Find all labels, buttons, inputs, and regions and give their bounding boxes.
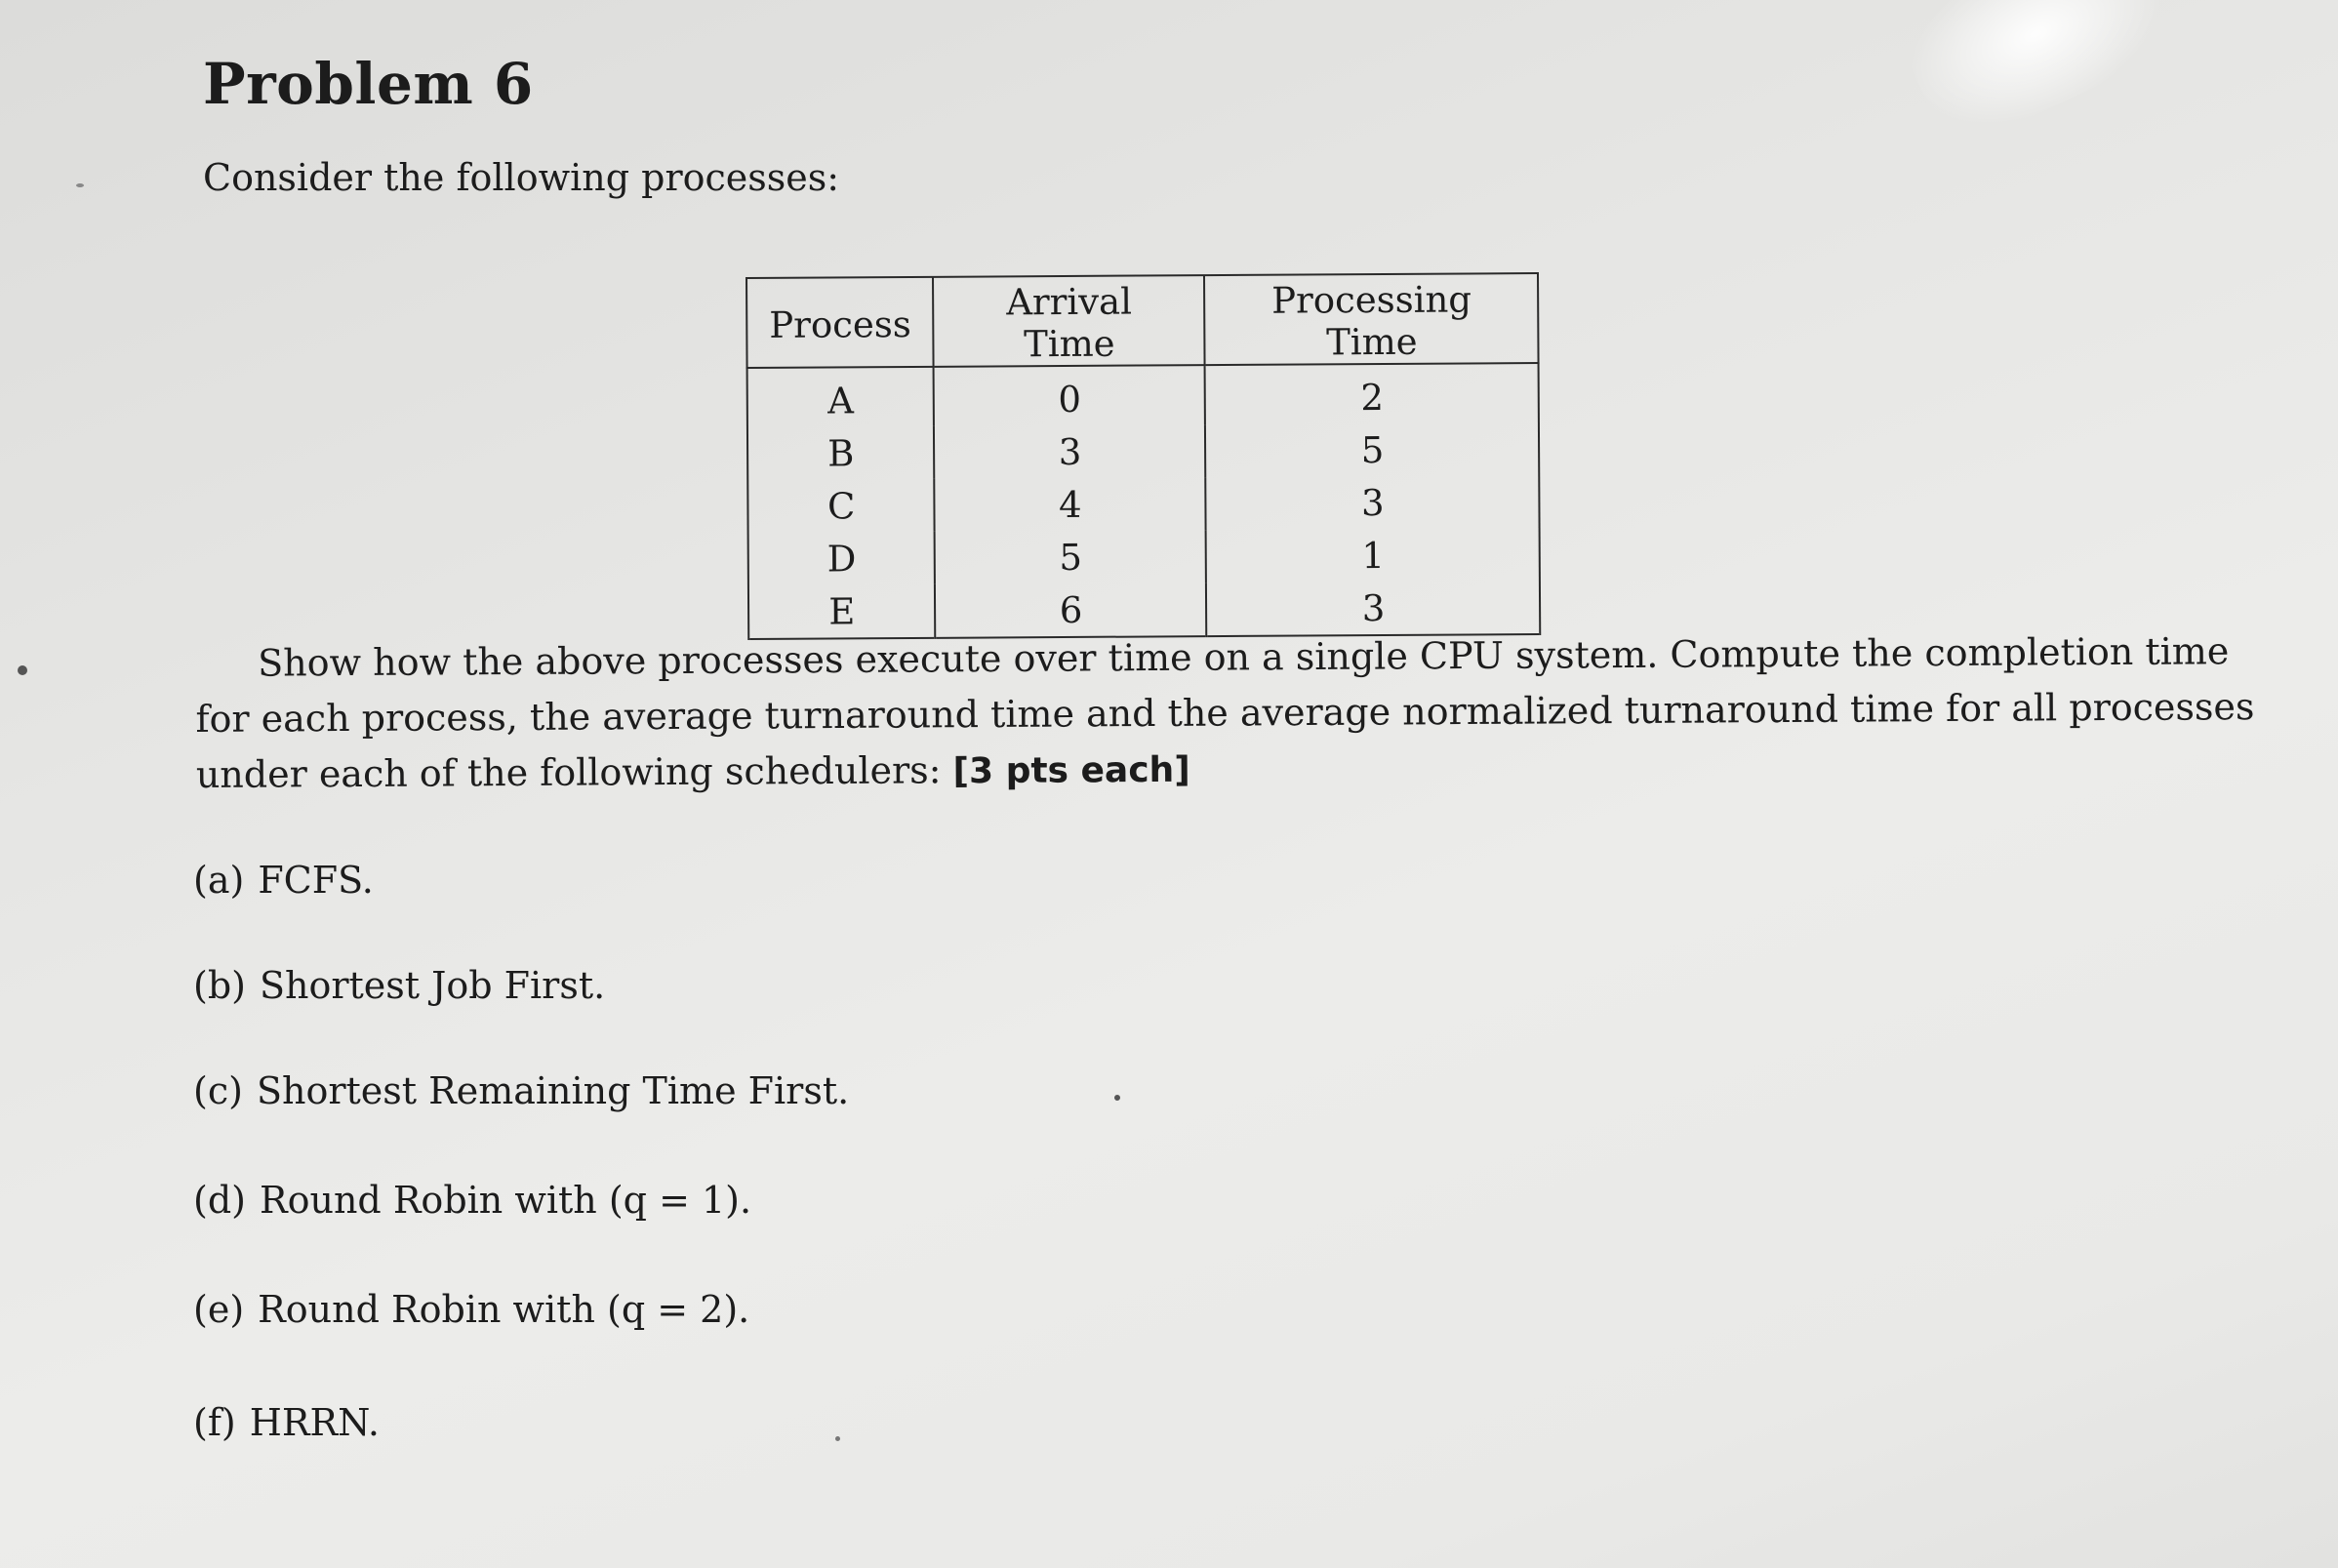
points-label: [3 pts each] [952, 749, 1190, 792]
table-row [747, 475, 1540, 533]
part-b [193, 964, 605, 1007]
part-text: HRRN. [249, 1401, 380, 1444]
cell-process: C [747, 479, 935, 533]
cell-arrival: 6 [935, 583, 1206, 638]
cell-processing: 2 [1205, 363, 1539, 424]
intro-text: Consider the following processes: [203, 156, 840, 199]
instructions-line-1: Show how the above processes execute over time on a single CPU system. Compute the completion time [258, 629, 2230, 685]
table-row [748, 528, 1541, 585]
part-text: Round Robin with (q = 1). [259, 1179, 752, 1222]
part-c [193, 1069, 849, 1112]
header-arrival-time: Arrival Time [933, 275, 1205, 367]
cell-arrival: 5 [935, 530, 1206, 584]
instructions-paragraph [195, 624, 2255, 804]
paper-speck [1114, 1095, 1120, 1101]
part-text: Round Robin with (q = 2). [258, 1288, 750, 1331]
cell-arrival: 4 [935, 477, 1206, 532]
part-label: (d) [193, 1179, 246, 1222]
header-processing-time: Processing Time [1204, 273, 1539, 365]
cell-processing: 3 [1206, 475, 1540, 530]
cell-arrival: 0 [934, 365, 1205, 426]
table-row [747, 422, 1540, 480]
part-text: FCFS. [258, 859, 374, 902]
cell-process: A [747, 367, 935, 427]
process-table [746, 272, 1542, 640]
problem-heading: Problem 6 [203, 51, 534, 117]
part-text: Shortest Remaining Time First. [256, 1069, 850, 1112]
instructions-line-3-text: under each of the following schedulers: [195, 748, 953, 796]
part-label: (c) [193, 1069, 243, 1112]
light-glare [1889, 0, 2181, 154]
part-label: (e) [193, 1288, 245, 1331]
paper-speck [18, 665, 27, 675]
instructions-line-2: for each process, the average turnaround time and the average normalized turnaround time for all processes [195, 685, 2255, 741]
cell-processing: 5 [1205, 422, 1539, 477]
cell-process: E [748, 584, 936, 639]
paper-speck [835, 1436, 840, 1441]
table-row [747, 363, 1540, 427]
part-e [193, 1288, 749, 1331]
paper-speck [76, 183, 84, 187]
table-header-row [746, 273, 1539, 368]
part-text: Shortest Job First. [259, 964, 606, 1007]
header-process: Process [746, 277, 934, 368]
part-a [193, 859, 374, 902]
part-label: (f) [193, 1401, 236, 1444]
part-label: (a) [193, 859, 245, 902]
cell-process: B [747, 426, 935, 480]
cell-process: D [748, 532, 936, 585]
part-d [193, 1179, 751, 1222]
part-label: (b) [193, 964, 246, 1007]
instructions-line-3 [196, 736, 2099, 804]
cell-arrival: 3 [934, 424, 1205, 479]
cell-processing: 3 [1206, 581, 1540, 636]
cell-processing: 1 [1206, 528, 1540, 583]
part-f [193, 1401, 380, 1444]
